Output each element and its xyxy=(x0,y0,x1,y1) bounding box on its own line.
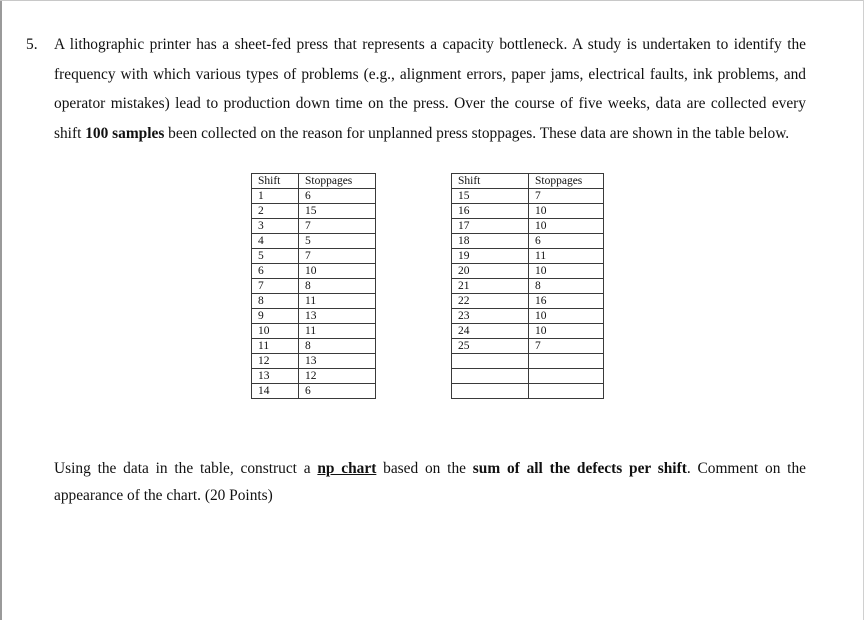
instruction-text-part-3: . Comment on the appearance of the chart. (20 Points) xyxy=(54,460,806,504)
stoppages-cell: 11 xyxy=(299,294,376,309)
table-row xyxy=(452,309,604,324)
stoppages-cell: 6 xyxy=(299,189,376,204)
question-instruction xyxy=(54,455,806,509)
stoppages-cell: 13 xyxy=(299,309,376,324)
problem-statement xyxy=(26,30,806,148)
instruction-text-part-2: based on the xyxy=(376,460,473,477)
shift-cell: 18 xyxy=(452,234,529,249)
shift-cell: 4 xyxy=(252,234,299,249)
page-top-edge xyxy=(0,0,864,1)
sum-defects-bold-text: sum of all the defects per shift xyxy=(472,460,687,477)
shift-cell: 16 xyxy=(452,204,529,219)
stoppages-cell: 16 xyxy=(529,294,604,309)
table-row xyxy=(452,189,604,204)
table-row xyxy=(252,324,376,339)
shift-cell: 12 xyxy=(252,354,299,369)
stoppages-cell xyxy=(529,369,604,384)
table-row xyxy=(252,369,376,384)
shift-cell: 11 xyxy=(252,339,299,354)
shift-cell: 7 xyxy=(252,279,299,294)
stoppages-cell: 7 xyxy=(529,339,604,354)
stoppages-cell: 12 xyxy=(299,369,376,384)
table-header-row xyxy=(252,174,376,189)
table-row xyxy=(252,219,376,234)
shift-cell: 2 xyxy=(252,204,299,219)
table-row xyxy=(252,339,376,354)
shift-cell: 14 xyxy=(252,384,299,399)
table-header-row xyxy=(452,174,604,189)
shift-cell: 25 xyxy=(452,339,529,354)
table-row xyxy=(452,369,604,384)
table-row xyxy=(452,279,604,294)
table-row xyxy=(252,354,376,369)
table-row xyxy=(252,234,376,249)
shift-cell: 3 xyxy=(252,219,299,234)
table-row xyxy=(452,264,604,279)
stoppages-cell: 8 xyxy=(299,279,376,294)
table-row xyxy=(452,219,604,234)
stoppages-cell xyxy=(529,384,604,399)
stoppages-cell: 8 xyxy=(299,339,376,354)
table-row xyxy=(252,309,376,324)
stoppages-cell: 8 xyxy=(529,279,604,294)
stoppages-cell: 6 xyxy=(299,384,376,399)
shift-cell: 15 xyxy=(452,189,529,204)
stoppages-cell: 11 xyxy=(299,324,376,339)
table-row xyxy=(252,264,376,279)
shift-cell: 6 xyxy=(252,264,299,279)
table-row xyxy=(452,249,604,264)
table-row xyxy=(452,324,604,339)
stoppages-header: Stoppages xyxy=(529,174,604,189)
table-row xyxy=(452,384,604,399)
stoppages-cell: 7 xyxy=(299,219,376,234)
table-row xyxy=(452,294,604,309)
problem-text-part-2: been collected on the reason for unplanned press stoppages. These data are shown in the table below. xyxy=(164,124,790,142)
stoppages-table-left xyxy=(251,173,376,399)
stoppages-cell: 11 xyxy=(529,249,604,264)
stoppages-cell: 10 xyxy=(299,264,376,279)
shift-cell: 10 xyxy=(252,324,299,339)
stoppages-cell: 7 xyxy=(529,189,604,204)
np-chart-term: np chart xyxy=(317,460,377,477)
shift-header: Shift xyxy=(252,174,299,189)
shift-cell: 22 xyxy=(452,294,529,309)
problem-number: 5. xyxy=(26,36,38,53)
stoppages-table-right xyxy=(451,173,604,399)
table-row xyxy=(252,204,376,219)
shift-cell: 5 xyxy=(252,249,299,264)
table-row xyxy=(252,189,376,204)
table-row xyxy=(252,294,376,309)
shift-cell: 23 xyxy=(452,309,529,324)
stoppages-cell: 15 xyxy=(299,204,376,219)
shift-header: Shift xyxy=(452,174,529,189)
table-row xyxy=(252,279,376,294)
stoppages-cell: 7 xyxy=(299,249,376,264)
page-left-edge xyxy=(0,0,2,620)
table-row xyxy=(452,234,604,249)
shift-cell: 17 xyxy=(452,219,529,234)
shift-cell: 20 xyxy=(452,264,529,279)
stoppages-cell: 13 xyxy=(299,354,376,369)
shift-cell xyxy=(452,369,529,384)
shift-cell xyxy=(452,384,529,399)
stoppages-cell: 10 xyxy=(529,309,604,324)
instruction-text-part-1: Using the data in the table, construct a xyxy=(54,460,318,477)
shift-cell: 21 xyxy=(452,279,529,294)
stoppages-cell: 10 xyxy=(529,264,604,279)
table-row xyxy=(452,204,604,219)
samples-bold-text: 100 samples xyxy=(85,124,165,142)
shift-cell: 8 xyxy=(252,294,299,309)
shift-cell xyxy=(452,354,529,369)
stoppages-cell: 10 xyxy=(529,219,604,234)
table-row xyxy=(252,249,376,264)
stoppages-cell: 5 xyxy=(299,234,376,249)
problem-text-part-1: A lithographic printer has a sheet-fed press that represents a capacity bottleneck. A study is undertaken to identify the frequency with which various types of problems (e.g., alignment errors, paper jams, electrical faults, ink problems, and operator mistakes) lead to production down time on the press. Over the course of five weeks, data are collected every shift xyxy=(54,36,806,142)
shift-cell: 19 xyxy=(452,249,529,264)
shift-cell: 24 xyxy=(452,324,529,339)
stoppages-cell: 10 xyxy=(529,324,604,339)
stoppages-header: Stoppages xyxy=(299,174,376,189)
shift-cell: 13 xyxy=(252,369,299,384)
table-row xyxy=(452,354,604,369)
table-row xyxy=(252,384,376,399)
stoppages-cell xyxy=(529,354,604,369)
stoppages-cell: 10 xyxy=(529,204,604,219)
shift-cell: 1 xyxy=(252,189,299,204)
stoppages-cell: 6 xyxy=(529,234,604,249)
shift-cell: 9 xyxy=(252,309,299,324)
problem-body xyxy=(54,30,806,148)
table-row xyxy=(452,339,604,354)
